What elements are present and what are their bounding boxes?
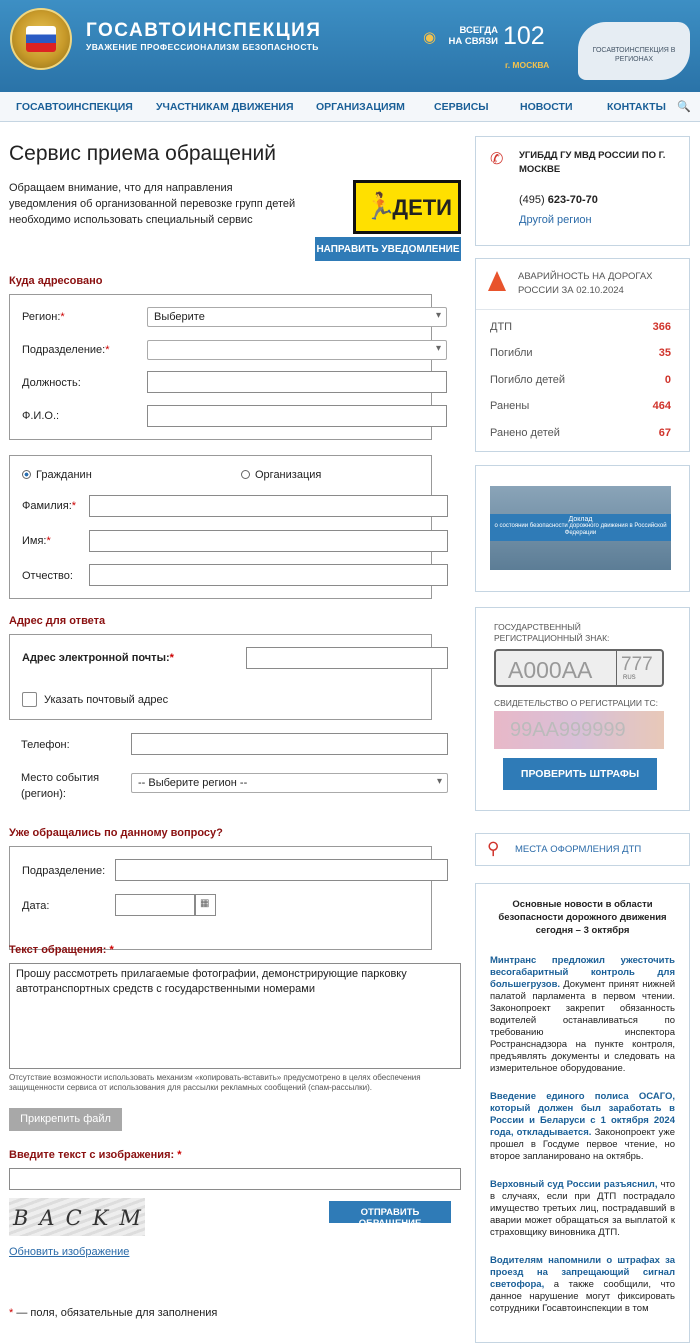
nav-item-participants[interactable]: УЧАСТНИКАМ ДВИЖЕНИЯ: [156, 101, 294, 113]
fines-widget: [475, 607, 690, 811]
site-subtitle: УВАЖЕНИЕ ПРОФЕССИОНАЛИЗМ БЕЗОПАСНОСТЬ: [86, 42, 319, 52]
postal-address-label: Указать почтовый адрес: [44, 694, 169, 706]
plate-label: ГОСУДАРСТВЕННЫЙ РЕГИСТРАЦИОННЫЙ ЗНАК:: [494, 622, 610, 643]
refresh-captcha-link[interactable]: Обновить изображение: [9, 1246, 130, 1258]
position-input[interactable]: [147, 371, 447, 393]
news-item[interactable]: Введение единого полиса ОСАГО, который должен был заработать в России и Беларуси с 1 октября 2024 года, откладывается. Законопроект уже прошел в Госдуме первое чтение, но второе запланировано на октябрь.: [490, 1091, 675, 1162]
stat-value: 366: [652, 321, 671, 333]
news-item[interactable]: Верховный суд России разъяснил, что в случаях, если при ДТП пострадало имущество третьих лиц, пострадавший в аварии может обращаться за выплатой к страховщику виновника ДТП.: [490, 1179, 675, 1238]
stat-value: 464: [652, 400, 671, 412]
report-label: Доклад: [568, 516, 593, 523]
stat-value: 35: [658, 347, 671, 359]
email-label: Адрес электронной почты:*: [22, 652, 174, 664]
division-label: Подразделение:*: [22, 344, 110, 356]
earlier-box: [9, 846, 432, 950]
organization-radio[interactable]: Организация: [241, 469, 321, 481]
section-reply: Адрес для ответа: [9, 615, 106, 627]
cert-input[interactable]: 99АА999999: [494, 711, 664, 749]
earlier-division-label: Подразделение:: [22, 865, 106, 877]
calendar-icon[interactable]: ▦: [195, 894, 216, 916]
contact-phone: (495) 623-70-70: [519, 194, 598, 206]
main-content: [9, 122, 463, 1319]
reply-box: [9, 634, 432, 720]
captcha-input[interactable]: [9, 1168, 461, 1190]
regions-map-badge[interactable]: ГОСАВТОИНСПЕКЦИЯ В РЕГИОНАХ: [578, 22, 690, 80]
running-children-icon: 🏃: [364, 191, 397, 221]
map-pin-icon: ⚲: [487, 839, 500, 858]
fio-input[interactable]: [147, 405, 447, 427]
email-input[interactable]: [246, 647, 448, 669]
page-title: Сервис приема обращений: [9, 142, 277, 165]
news-title: Основные новости в области безопасности дорожного движения сегодня – 3 октября: [498, 899, 667, 936]
place-region-select[interactable]: -- Выберите регион -- ▾: [131, 773, 448, 793]
accidents-widget: [475, 258, 690, 452]
required-note: * — поля, обязательные для заполнения: [9, 1307, 218, 1319]
report-banner[interactable]: [490, 486, 671, 570]
name-label: Имя:*: [22, 535, 51, 547]
traffic-cone-icon: [488, 271, 506, 291]
places-label[interactable]: МЕСТА ОФОРМЛЕНИЯ ДТП: [515, 844, 642, 855]
captcha-image: BACKM: [9, 1198, 145, 1236]
division-select[interactable]: [147, 340, 447, 360]
search-icon[interactable]: 🔍: [677, 101, 691, 113]
person-box: [9, 455, 432, 599]
captcha-label: Введите текст с изображения: *: [9, 1149, 182, 1161]
patronymic-label: Отчество:: [22, 570, 73, 582]
nav-item-organizations[interactable]: ОРГАНИЗАЦИЯМ: [316, 101, 405, 113]
always-on-text: ВСЕГДА НА СВЯЗИ: [448, 25, 498, 47]
stat-label: Ранено детей: [490, 427, 560, 439]
nav-item-services[interactable]: СЕРВИСЫ: [434, 101, 489, 113]
name-input[interactable]: [89, 530, 448, 552]
cert-label: СВИДЕТЕЛЬСТВО О РЕГИСТРАЦИИ ТС:: [494, 698, 658, 708]
check-fines-button[interactable]: ПРОВЕРИТЬ ШТРАФЫ: [503, 758, 657, 790]
stat-label: Ранены: [490, 400, 530, 412]
stat-label: ДТП: [490, 321, 513, 333]
section-earlier: Уже обращались по данному вопросу?: [9, 827, 223, 839]
place-label: Место события (регион):: [21, 772, 100, 800]
section-appeal: Текст обращения: *: [9, 944, 114, 956]
phone-label: Телефон:: [21, 739, 70, 751]
addressed-box: [9, 294, 432, 440]
submit-appeal-button[interactable]: ОТПРАВИТЬ ОБРАЩЕНИЕ: [329, 1201, 451, 1223]
surname-input[interactable]: [89, 495, 448, 517]
position-label: Должность:: [22, 377, 81, 389]
news-item[interactable]: Минтранс предложил ужесточить весогабаритный контроль для большегрузов. Документ принят нижней палатой парламента в первом чтении. Законопроект закрепит обязанность водителей останавливаться по требованию инспектора Ространснадзора на пункте контроля, предъявлять документы и следовать на измерительное оборудование.: [490, 955, 675, 1074]
date-label: Дата:: [22, 900, 50, 912]
fio-label: Ф.И.О.:: [22, 410, 60, 422]
site-title[interactable]: ГОСАВТОИНСПЕКЦИЯ: [86, 20, 322, 41]
contact-widget: [475, 136, 690, 246]
report-text: о состоянии безопасности дорожного движения в Российской Федерации: [494, 523, 667, 536]
places-widget[interactable]: [475, 833, 690, 866]
region-select[interactable]: Выберите ▾: [147, 307, 447, 327]
appeal-textarea[interactable]: Прошу рассмотреть прилагаемые фотографии, демонстрирующие парковку автотранспортных средств с государственными номерами: [9, 963, 461, 1069]
city-label: г. МОСКВА: [505, 60, 550, 70]
patronymic-input[interactable]: [89, 564, 448, 586]
contact-title: УГИБДД ГУ МВД РОССИИ ПО Г. МОСКВЕ: [519, 150, 666, 175]
gai-emblem-logo[interactable]: [10, 8, 72, 70]
date-input[interactable]: [115, 894, 195, 916]
report-widget: [475, 465, 690, 592]
notice-text: Обращаем внимание, что для направления уведомления об организованной перевозке групп детей необходимо использовать специальный сервис: [9, 182, 296, 226]
deti-banner[interactable]: 🏃 ДЕТИ: [353, 180, 461, 234]
stat-label: Погибли: [490, 347, 533, 359]
surname-label: Фамилия:*: [22, 500, 77, 512]
send-notification-button[interactable]: НАПРАВИТЬ УВЕДОМЛЕНИЕ: [315, 237, 461, 261]
news-widget: [475, 883, 690, 1343]
eye-icon[interactable]: ◉: [423, 29, 437, 46]
region-label: Регион:*: [22, 311, 65, 323]
accidents-title: АВАРИЙНОСТЬ НА ДОРОГАХ РОССИИ ЗА 02.10.2024: [518, 271, 653, 296]
stat-label: Погибло детей: [490, 374, 566, 386]
earlier-division-input[interactable]: [115, 859, 448, 881]
emergency-phone: 102: [503, 22, 545, 50]
phone-icon: ✆: [490, 151, 504, 168]
nav-item-contacts[interactable]: КОНТАКТЫ: [607, 101, 666, 113]
nav-item-gai[interactable]: ГОСАВТОИНСПЕКЦИЯ: [16, 101, 133, 113]
section-addressed: Куда адресовано: [9, 275, 103, 287]
main-nav: [0, 92, 700, 122]
other-region-link[interactable]: Другой регион: [519, 214, 592, 226]
plate-input[interactable]: А000АА 777 RUS: [494, 649, 664, 687]
citizen-radio[interactable]: Гражданин: [22, 469, 92, 481]
attach-file-button[interactable]: Прикрепить файл: [9, 1108, 122, 1131]
news-item[interactable]: Водителям напомнили о штрафах за проезд на запрещающий сигнал светофора, а также сообщили, что данное нарушение могут фиксировать сотрудники Госавтоинспекции в том: [490, 1255, 675, 1314]
phone-input[interactable]: [131, 733, 448, 755]
site-header: [0, 0, 700, 92]
postal-address-checkbox[interactable]: [22, 692, 37, 707]
nav-item-news[interactable]: НОВОСТИ: [520, 101, 573, 113]
stat-value: 0: [664, 374, 671, 386]
copy-paste-note: Отсутствие возможности использовать механизм «копировать-вставить» предусмотрено в целях обеспечения защищенности сервиса от использования для рассылки рекламных сообщений (спам-рассылки).: [9, 1073, 421, 1092]
stat-value: 67: [658, 427, 671, 439]
